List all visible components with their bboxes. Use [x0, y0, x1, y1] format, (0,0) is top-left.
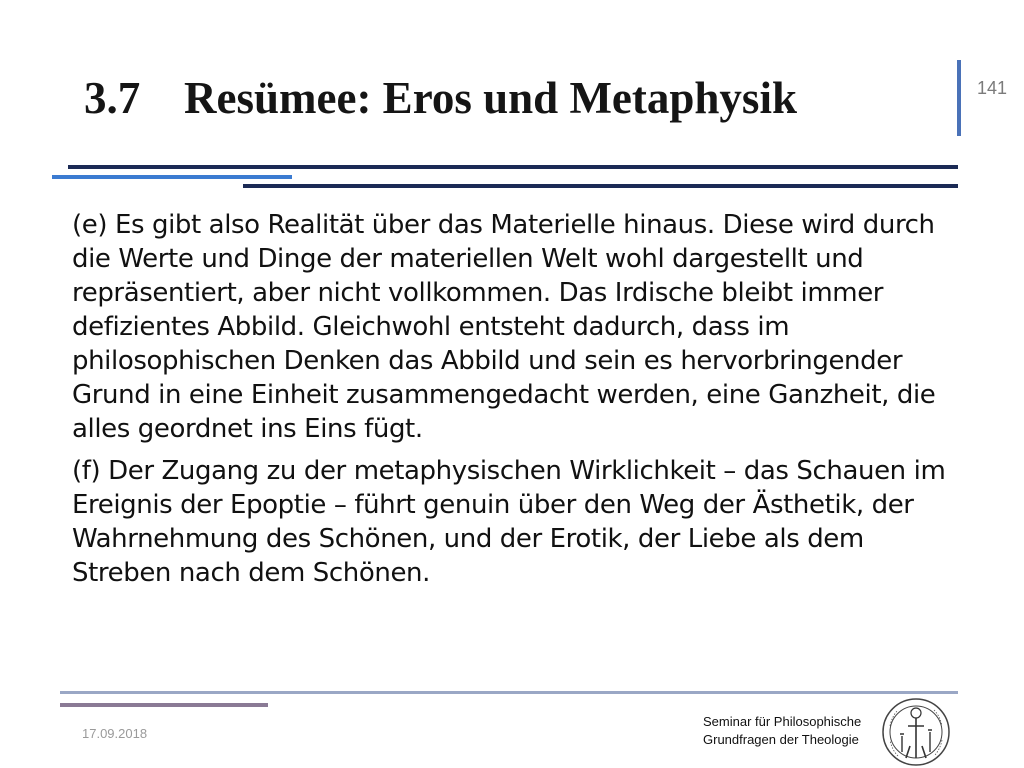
section-number: 3.7: [84, 73, 141, 123]
institution-line-1: Seminar für Philosophische: [703, 714, 862, 729]
header-rule-top: [68, 165, 958, 169]
slide-body: [72, 208, 952, 598]
page-number: 141: [977, 78, 1008, 98]
footer-rule-accent: [60, 703, 268, 707]
footer-rule: [60, 691, 958, 694]
university-seal-icon: [880, 696, 952, 768]
slide-title: [84, 68, 797, 128]
header-rule-accent: [52, 175, 292, 179]
slide-date: 17.09.2018: [82, 726, 148, 741]
title-text: Resümee: Eros und Metaphysik: [184, 73, 797, 123]
institution-line-2: Grundfragen der Theologie: [703, 732, 859, 747]
institution-name: [703, 713, 861, 749]
paragraph-f: (f) Der Zugang zu der metaphysischen Wirklichkeit – das Schauen im Ereignis der Epoptie – führt genuin über den Weg der Ästhetik, der Wahrnehmung des Schönen, und der Erotik, der Liebe als dem Streben nach dem Schönen.: [72, 456, 946, 588]
paragraph-e: (e) Es gibt also Realität über das Materielle hinaus. Diese wird durch die Werte und Dinge der materiellen Welt wohl dargestellt und repräsentiert, aber nicht vollkommen. Das Irdische bleibt immer defizientes Abbild. Gleichwohl entsteht dadurch, dass im philosophischen Denken das Abbild und sein es hervorbringender Grund in eine Einheit zusammengedacht werden, eine Ganzheit, die alles geordnet ins Eins fügt.: [72, 210, 936, 444]
title-divider: [957, 60, 961, 136]
header-rule-bottom: [243, 184, 958, 188]
